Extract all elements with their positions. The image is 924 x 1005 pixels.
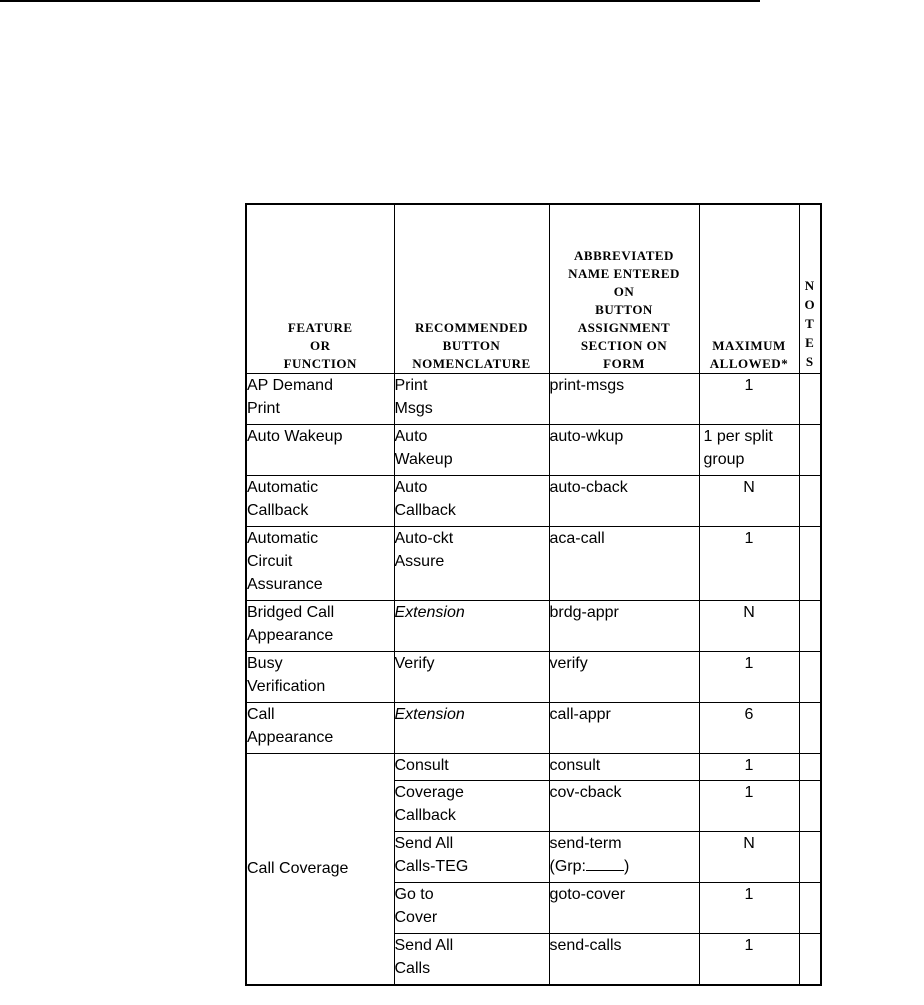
nomenclature-cell: Print Msgs bbox=[394, 374, 549, 425]
table-row bbox=[246, 703, 821, 754]
table-row bbox=[246, 476, 821, 527]
table-row bbox=[246, 527, 821, 601]
nomenclature-cell: Coverage Callback bbox=[394, 781, 549, 832]
nomenclature-cell: Extension bbox=[394, 601, 549, 652]
notes-cell bbox=[799, 601, 821, 652]
abbrev-cell: auto-wkup bbox=[549, 425, 699, 476]
header-notes: N O T E S bbox=[799, 204, 821, 374]
max-cell: 1 bbox=[699, 781, 799, 832]
table-row bbox=[246, 652, 821, 703]
abbrev-cell: auto-cback bbox=[549, 476, 699, 527]
abbrev-cell: print-msgs bbox=[549, 374, 699, 425]
notes-cell bbox=[799, 425, 821, 476]
abbrev-cell: call-appr bbox=[549, 703, 699, 754]
abbrev-cell: consult bbox=[549, 754, 699, 781]
feature-cell-call-coverage: Call Coverage bbox=[246, 754, 394, 985]
group-blank-line bbox=[586, 858, 624, 871]
feature-cell: AP Demand Print bbox=[246, 374, 394, 425]
abbrev-cell: brdg-appr bbox=[549, 601, 699, 652]
nomenclature-cell: Verify bbox=[394, 652, 549, 703]
notes-cell bbox=[799, 781, 821, 832]
feature-cell: Automatic Callback bbox=[246, 476, 394, 527]
table-header-row bbox=[246, 204, 821, 374]
notes-cell bbox=[799, 374, 821, 425]
nomenclature-cell: Send All Calls bbox=[394, 934, 549, 985]
max-cell: 1 bbox=[699, 934, 799, 985]
table-row bbox=[246, 601, 821, 652]
notes-cell bbox=[799, 527, 821, 601]
max-cell: 6 bbox=[699, 703, 799, 754]
notes-cell bbox=[799, 832, 821, 883]
feature-cell: Busy Verification bbox=[246, 652, 394, 703]
max-cell: 1 bbox=[699, 883, 799, 934]
nomenclature-cell: Send All Calls-TEG bbox=[394, 832, 549, 883]
abbrev-cell: goto-cover bbox=[549, 883, 699, 934]
nomenclature-cell: Auto-ckt Assure bbox=[394, 527, 549, 601]
abbrev-cell: send-calls bbox=[549, 934, 699, 985]
top-rule bbox=[0, 0, 760, 2]
abbrev-cell: cov-cback bbox=[549, 781, 699, 832]
feature-cell: Auto Wakeup bbox=[246, 425, 394, 476]
table-row bbox=[246, 425, 821, 476]
abbrev-cell: send-term (Grp: ) bbox=[549, 832, 699, 883]
nomenclature-cell: Consult bbox=[394, 754, 549, 781]
abbrev-cell: verify bbox=[549, 652, 699, 703]
max-cell: 1 bbox=[699, 527, 799, 601]
notes-cell bbox=[799, 476, 821, 527]
feature-cell: Call Appearance bbox=[246, 703, 394, 754]
nomenclature-cell: Auto Wakeup bbox=[394, 425, 549, 476]
max-cell: 1 bbox=[699, 374, 799, 425]
max-cell: 1 bbox=[699, 652, 799, 703]
group-close-paren: ) bbox=[623, 858, 630, 875]
max-cell: N bbox=[699, 601, 799, 652]
notes-cell bbox=[799, 652, 821, 703]
notes-cell bbox=[799, 703, 821, 754]
nomenclature-cell: Go to Cover bbox=[394, 883, 549, 934]
table-row bbox=[246, 754, 821, 781]
header-feature-or-function: FEATURE OR FUNCTION bbox=[246, 204, 394, 374]
notes-cell bbox=[799, 934, 821, 985]
max-cell: 1 bbox=[699, 754, 799, 781]
header-maximum-allowed: MAXIMUM ALLOWED* bbox=[699, 204, 799, 374]
notes-cell bbox=[799, 754, 821, 781]
header-recommended-nomenclature: RECOMMENDED BUTTON NOMENCLATURE bbox=[394, 204, 549, 374]
nomenclature-cell: Auto Callback bbox=[394, 476, 549, 527]
max-cell: 1 per split group bbox=[699, 425, 799, 476]
group-label: (Grp: bbox=[549, 858, 586, 875]
header-abbreviated-name: ABBREVIATED NAME ENTERED ON BUTTON ASSIGNMENT SECTION ON FORM bbox=[549, 204, 699, 374]
button-assignment-table bbox=[245, 203, 822, 986]
max-cell: N bbox=[699, 476, 799, 527]
notes-cell bbox=[799, 883, 821, 934]
feature-cell: Bridged Call Appearance bbox=[246, 601, 394, 652]
max-cell: N bbox=[699, 832, 799, 883]
abbrev-cell: aca-call bbox=[549, 527, 699, 601]
table-row bbox=[246, 374, 821, 425]
nomenclature-cell: Extension bbox=[394, 703, 549, 754]
feature-cell: Automatic Circuit Assurance bbox=[246, 527, 394, 601]
